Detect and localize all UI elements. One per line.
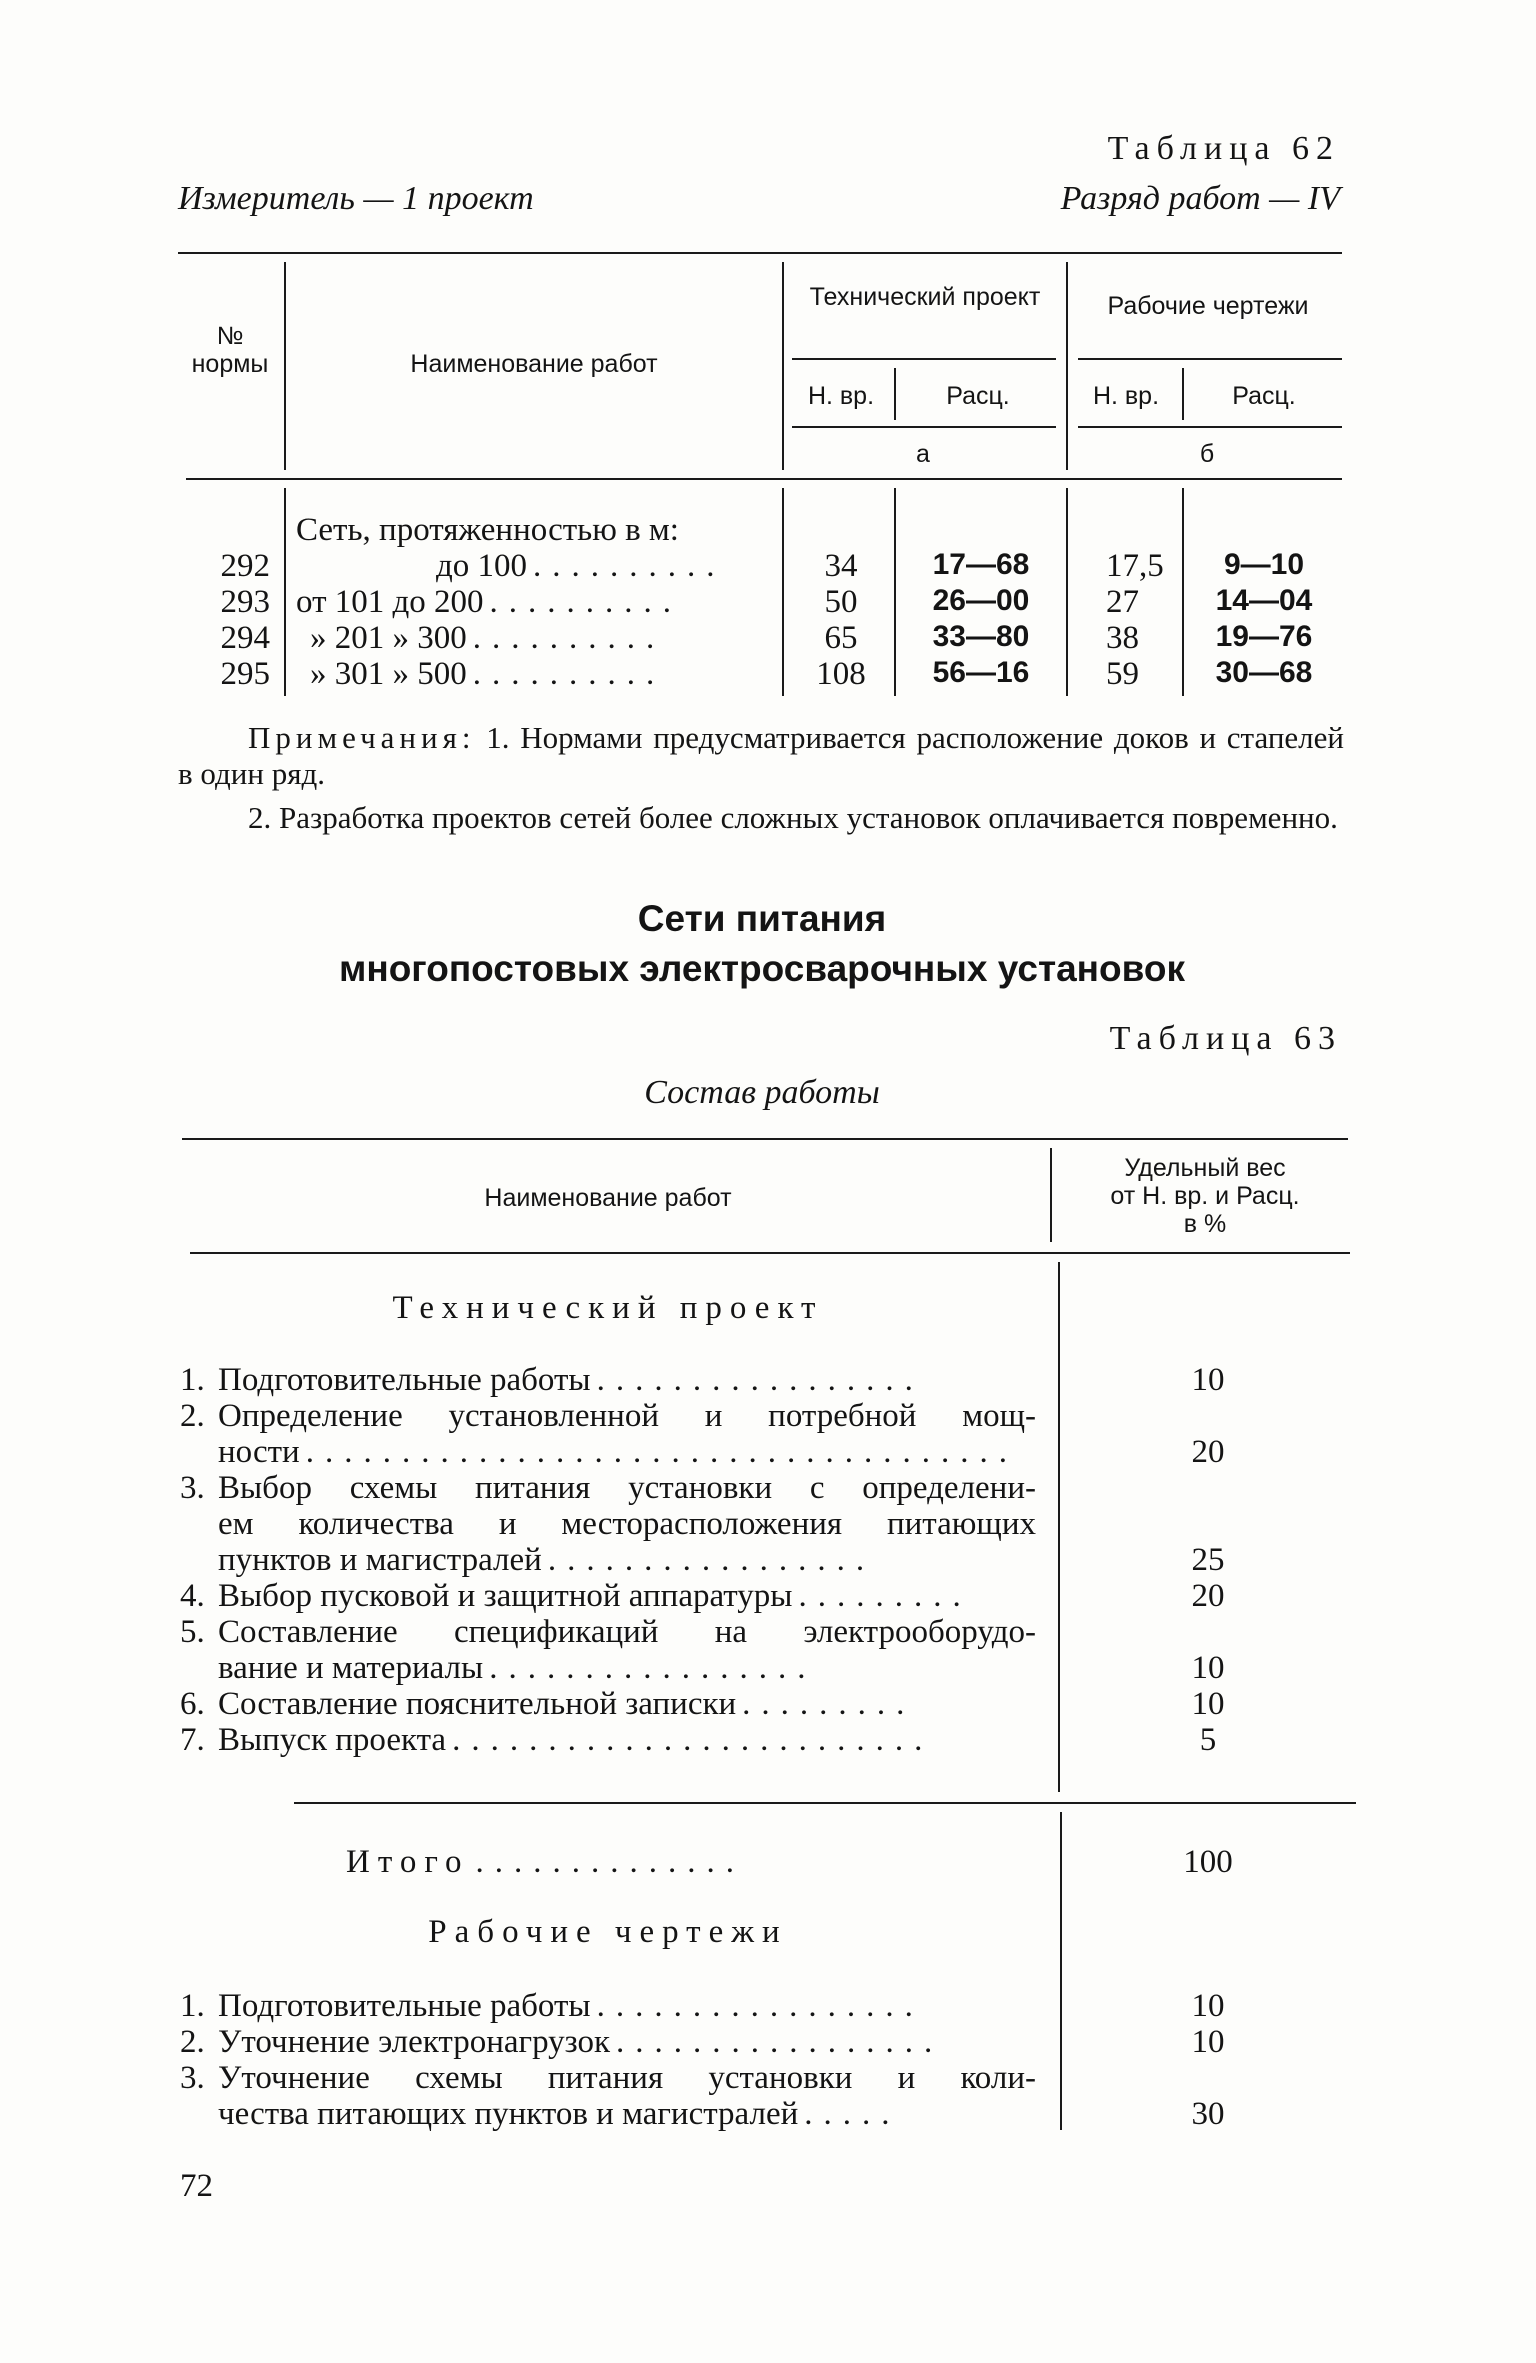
note-1 bbox=[178, 720, 1344, 792]
weight-header-line: в % bbox=[1183, 1210, 1227, 1238]
drawings-norm-time: 38 bbox=[1106, 620, 1139, 656]
col-divider bbox=[1058, 1262, 1060, 1792]
table-63-header-bottom-rule bbox=[190, 1252, 1350, 1254]
notes-label: Примечания: bbox=[248, 720, 476, 755]
tech-norm-time: 65 bbox=[824, 620, 858, 656]
col-divider bbox=[782, 488, 784, 696]
tech-rate: 33—80 bbox=[932, 620, 1030, 653]
col-divider bbox=[1066, 488, 1068, 696]
total-value: 100 bbox=[1183, 1844, 1233, 1880]
list-item: 2. Уточнение электронагрузок ................. bbox=[180, 2024, 944, 2060]
tech-rate: 56—16 bbox=[932, 656, 1030, 689]
drawings-norm-time: 17,5 bbox=[1106, 548, 1164, 584]
table-62-caption: Таблица 62 bbox=[1107, 130, 1340, 167]
col-divider bbox=[284, 488, 286, 696]
weight-header bbox=[1062, 1154, 1348, 1238]
list-item: 2. Определение установленной и потребной мощ- bbox=[180, 1398, 1036, 1434]
list-item-cont: чества питающих пунктов и магистралей ..... bbox=[218, 2096, 901, 2132]
rate-header: Расц. bbox=[1232, 382, 1296, 410]
drawings-subheader-rule bbox=[1078, 358, 1342, 360]
tech-rate: 26—00 bbox=[932, 584, 1030, 617]
weight-value: 10 bbox=[1191, 1988, 1225, 2024]
weight-value: 25 bbox=[1191, 1542, 1225, 1578]
weight-value: 10 bbox=[1191, 2024, 1225, 2060]
list-item-cont: вание и материалы ................. bbox=[218, 1650, 817, 1686]
weight-value: 20 bbox=[1191, 1578, 1225, 1614]
list-item: 4. Выбор пусковой и защитной аппаратуры ......... bbox=[180, 1578, 972, 1614]
total-row: Итого .............. bbox=[346, 1844, 746, 1880]
meter-label: Измеритель — 1 проект bbox=[178, 180, 534, 217]
column-a-label: а bbox=[916, 440, 930, 468]
work-category-label: Разряд работ — IV bbox=[1060, 180, 1340, 217]
col-divider bbox=[1050, 1148, 1052, 1242]
drawings-norm-time: 27 bbox=[1106, 584, 1139, 620]
table-63-top-rule bbox=[182, 1138, 1348, 1140]
tech-norm-time: 108 bbox=[816, 656, 866, 692]
norm-number: 293 bbox=[220, 584, 270, 620]
work-name: до 100 .......... bbox=[436, 548, 726, 584]
work-name: » 201 » 300 .......... bbox=[310, 620, 666, 656]
work-name: от 101 до 200 .......... bbox=[296, 584, 683, 620]
list-item: 7. Выпуск проекта ......................... bbox=[180, 1722, 934, 1758]
col-divider bbox=[894, 488, 896, 696]
tech-items bbox=[180, 1362, 1036, 1758]
group-label: Сеть, протяженностью в м: bbox=[296, 512, 679, 548]
tech-project-header: Технический проект bbox=[809, 283, 1041, 311]
table-63-caption: Таблица 63 bbox=[1109, 1020, 1342, 1057]
tech-rate: 17—68 bbox=[932, 548, 1030, 581]
weight-value: 5 bbox=[1199, 1722, 1217, 1758]
table-63-subtitle: Состав работы bbox=[644, 1074, 880, 1111]
total-rule bbox=[294, 1802, 1356, 1804]
col-divider bbox=[1182, 368, 1184, 420]
norm-number: 292 bbox=[220, 548, 270, 584]
drawings-norm-time: 59 bbox=[1106, 656, 1139, 692]
list-item: 5. Составление спецификаций на электрооборудо- bbox=[180, 1614, 1036, 1650]
drawings-rate: 19—76 bbox=[1215, 620, 1313, 653]
norm-number: 294 bbox=[220, 620, 270, 656]
table-62-top-rule bbox=[178, 252, 1342, 254]
list-item: 1. Подготовительные работы ................. bbox=[180, 1362, 924, 1398]
list-item: 6. Составление пояснительной записки ......... bbox=[180, 1686, 916, 1722]
drawings-subcol-rule bbox=[1078, 426, 1342, 428]
note-2: 2. Разработка проектов сетей более сложных установок оплачивается повременно. bbox=[248, 800, 1338, 835]
weight-header-line: Удельный вес bbox=[1124, 1154, 1286, 1182]
note-1-text: 1. Нормами предусматривается расположение доков и стапелей в один ряд. bbox=[178, 720, 1344, 791]
weight-header-line: от Н. вр. и Расц. bbox=[1110, 1182, 1300, 1210]
tech-subheader-rule bbox=[792, 358, 1056, 360]
norm-time-header: Н. вр. bbox=[807, 382, 875, 410]
section-title-line-2: многопостовых электросварочных установок bbox=[338, 948, 1185, 989]
drawing-items bbox=[180, 1988, 1036, 2132]
working-drawings-header: Рабочие чертежи bbox=[1107, 292, 1309, 320]
working-drawings-heading: Рабочие чертежи bbox=[428, 1914, 788, 1950]
list-item-cont: пунктов и магистралей ................. bbox=[218, 1542, 876, 1578]
work-name-header: Наименование работ bbox=[484, 1184, 732, 1212]
drawings-rate: 9—10 bbox=[1223, 548, 1305, 581]
list-item: 3. Выбор схемы питания установки с определени- bbox=[180, 1470, 1036, 1506]
list-item: 3. Уточнение схемы питания установки и коли- bbox=[180, 2060, 1036, 2096]
col-divider bbox=[894, 368, 896, 420]
column-b-label: б bbox=[1199, 440, 1215, 468]
tech-norm-time: 50 bbox=[824, 584, 858, 620]
section-title-line-1: Сети питания bbox=[637, 898, 887, 939]
rate-header: Расц. bbox=[946, 382, 1010, 410]
col-divider bbox=[1066, 262, 1068, 470]
table-62-header-bottom-rule bbox=[186, 478, 1342, 480]
drawings-rate: 14—04 bbox=[1215, 584, 1313, 617]
col-divider bbox=[782, 262, 784, 470]
tech-norm-time: 34 bbox=[824, 548, 858, 584]
list-item-cont: ем количества и месторасположения питающих bbox=[218, 1506, 1036, 1542]
weight-value: 30 bbox=[1191, 2096, 1225, 2132]
weight-value: 10 bbox=[1191, 1686, 1225, 1722]
drawings-rate: 30—68 bbox=[1215, 656, 1313, 689]
work-name-header: Наименование работ bbox=[410, 350, 658, 378]
col-divider bbox=[1182, 488, 1184, 696]
page-number: 72 bbox=[180, 2168, 213, 2204]
norm-time-header: Н. вр. bbox=[1092, 382, 1160, 410]
weight-value: 10 bbox=[1191, 1650, 1225, 1686]
list-item: 1. Подготовительные работы ................. bbox=[180, 1988, 924, 2024]
col-divider bbox=[1060, 1812, 1062, 2130]
tech-project-heading: Технический проект bbox=[392, 1290, 824, 1326]
norm-number-header: № нормы bbox=[191, 322, 269, 378]
list-item-cont: ности ..................................... bbox=[218, 1434, 1018, 1470]
weight-value: 20 bbox=[1191, 1434, 1225, 1470]
tech-subcol-rule bbox=[792, 426, 1056, 428]
norm-number: 295 bbox=[220, 656, 270, 692]
col-divider bbox=[284, 262, 286, 470]
weight-value: 10 bbox=[1191, 1362, 1225, 1398]
work-name: » 301 » 500 .......... bbox=[310, 656, 666, 692]
